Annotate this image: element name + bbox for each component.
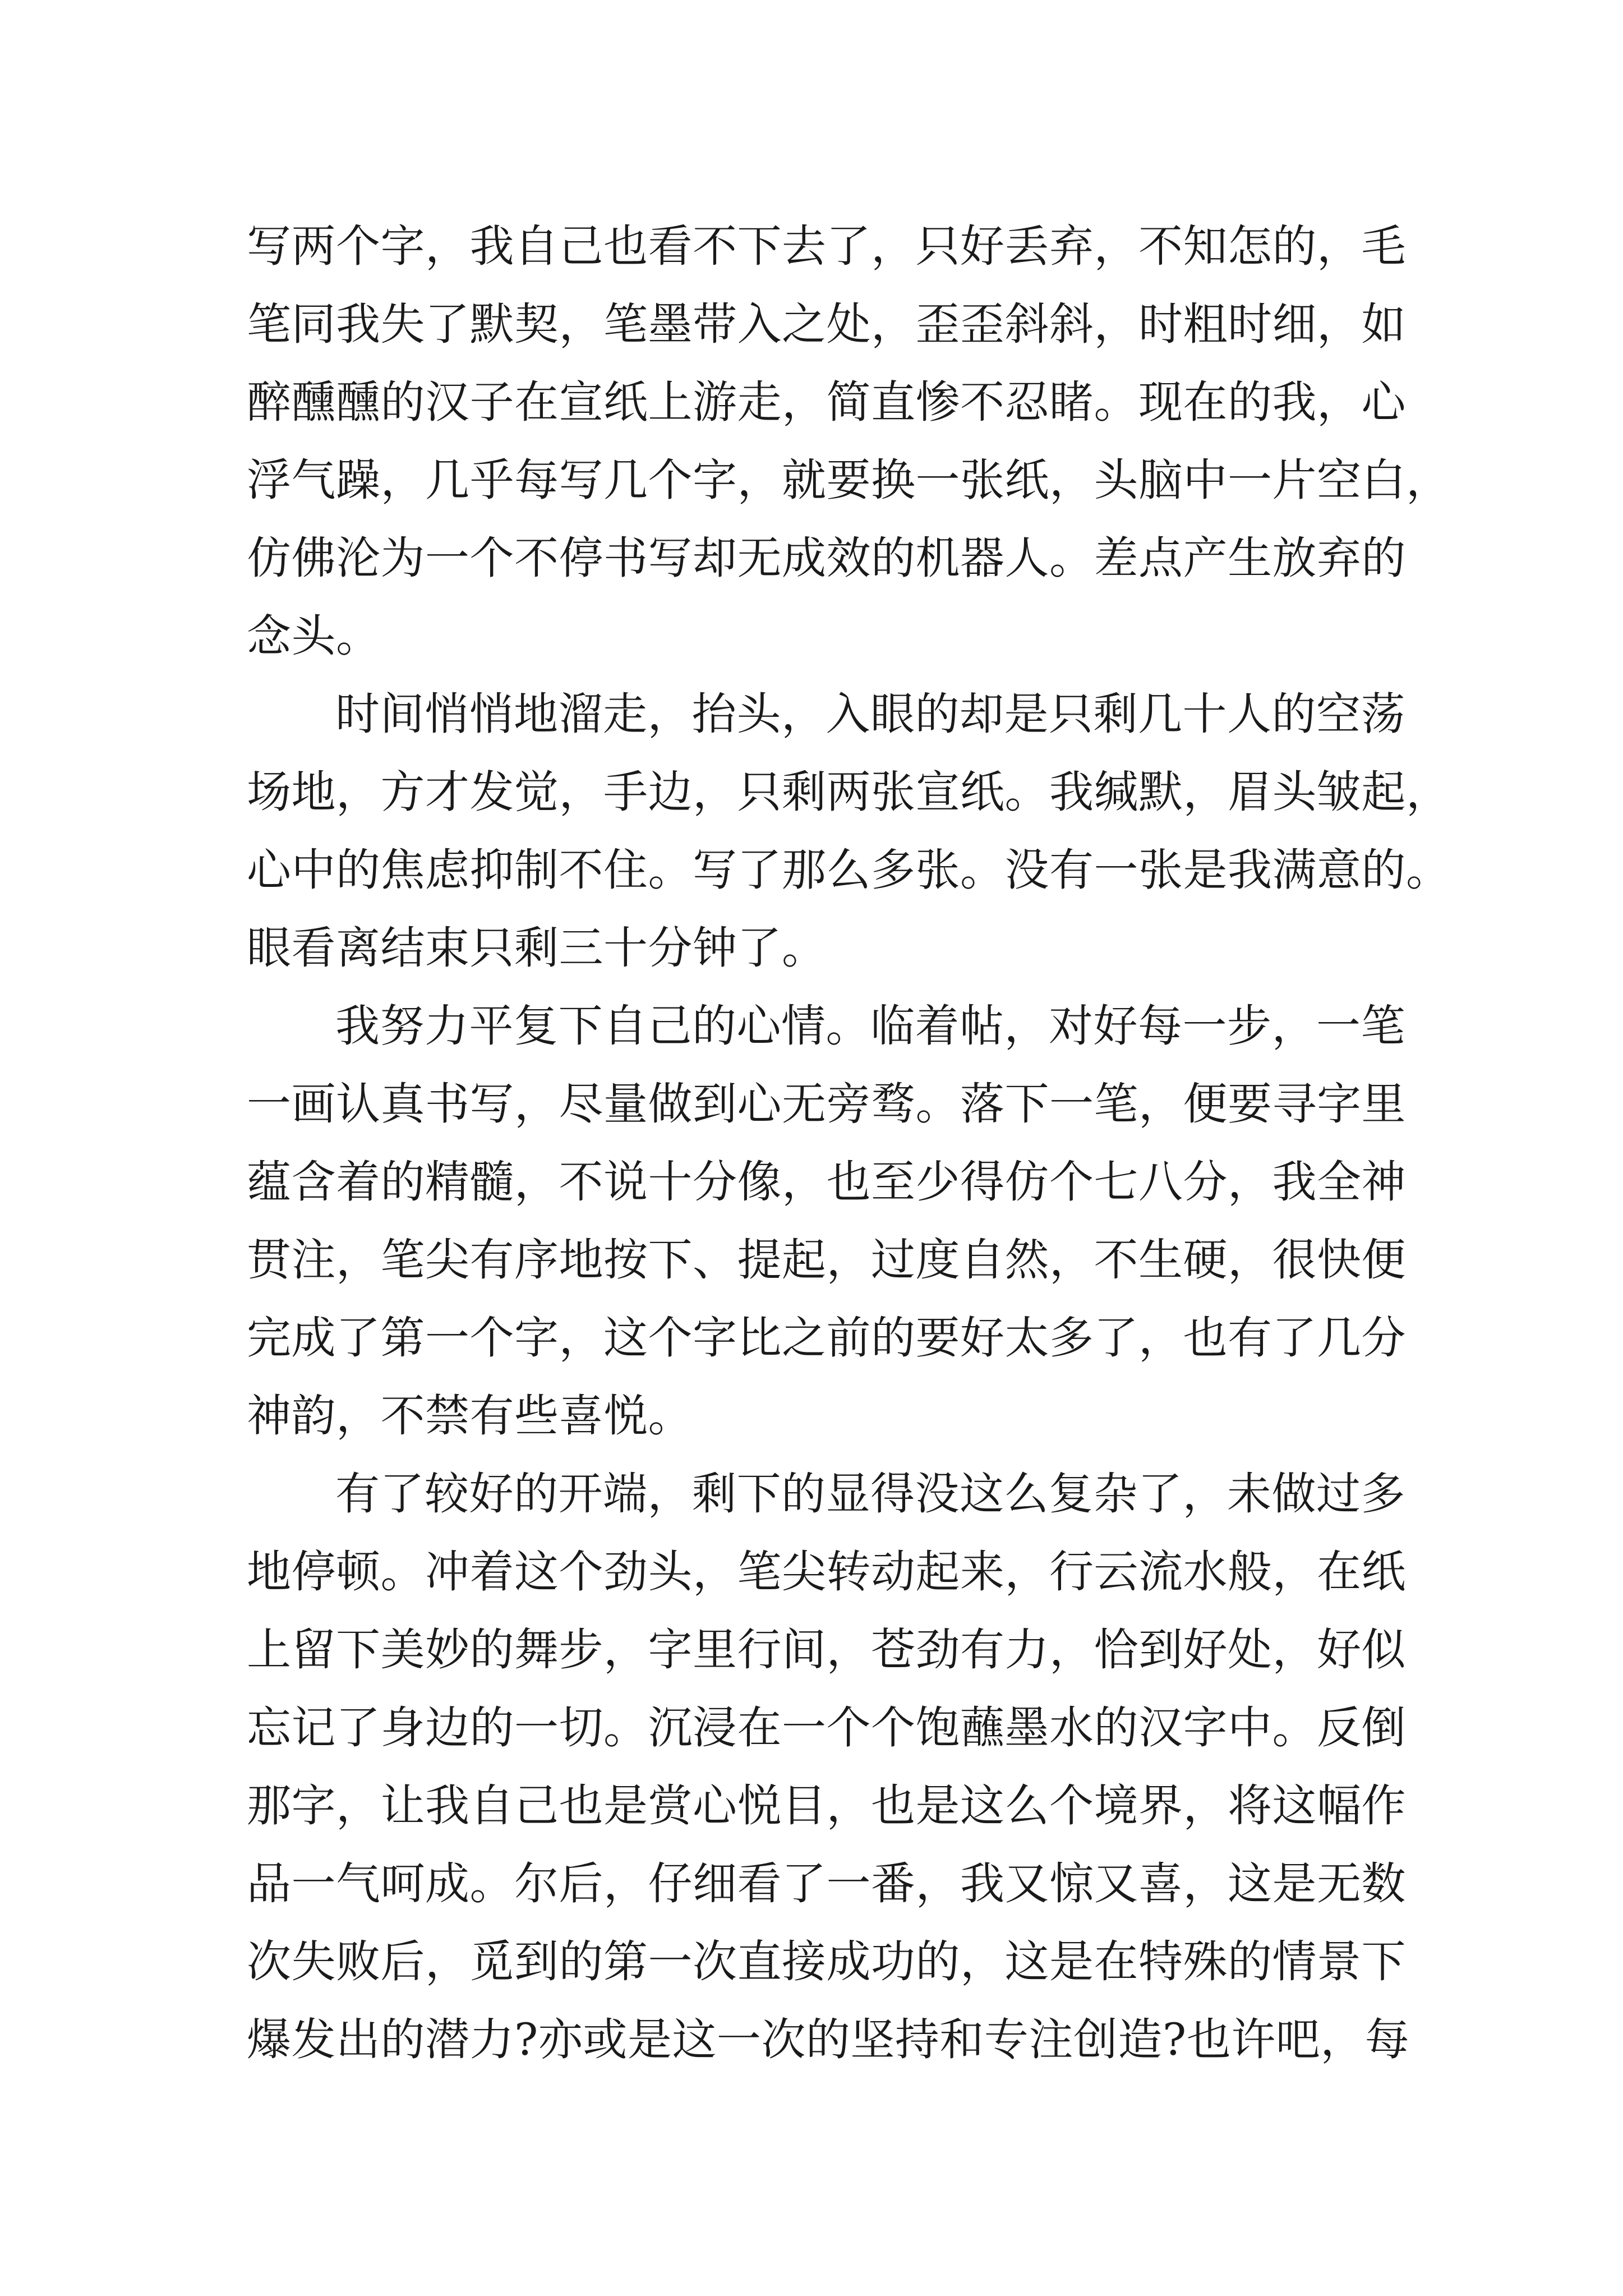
text-line: 忘记了身边的一切。沉浸在一个个饱蘸墨水的汉字中。反倒 [247,1702,1406,1754]
paragraph-3 [247,987,1406,1455]
text-line: 神韵，不禁有些喜悦。 [247,1390,693,1442]
text-line: 地停顿。冲着这个劲头，笔尖转动起来，行云流水般，在纸 [247,1546,1406,1598]
paragraph-2 [247,675,1451,987]
text-line: 浮气躁，几乎每写几个字，就要换一张纸，头脑中一片空白， [247,454,1451,506]
text-line: 心中的焦虑抑制不住。写了那么多张。没有一张是我满意的。 [247,844,1451,896]
text-line: 那字，让我自己也是赏心悦目，也是这么个境界，将这幅作 [247,1780,1406,1832]
text-line: 上留下美妙的舞步，字里行间，苍劲有力，恰到好处，好似 [247,1624,1406,1676]
text-line: 一画认真书写，尽量做到心无旁骛。落下一笔，便要寻字里 [247,1078,1406,1130]
paragraph-1 [247,208,1451,675]
text-line: 蕴含着的精髓，不说十分像，也至少得仿个七八分，我全神 [247,1156,1406,1208]
text-line: 眼看离结束只剩三十分钟了。 [247,922,827,974]
text-line: 笔同我失了默契，笔墨带入之处，歪歪斜斜，时粗时细，如 [247,298,1406,350]
text-line: 场地，方才发觉，手边，只剩两张宣纸。我缄默，眉头皱起， [247,766,1451,818]
text-line: 品一气呵成。尔后，仔细看了一番，我又惊又喜，这是无数 [247,1858,1406,1910]
text-line: 念头。 [247,610,381,662]
text-line: 写两个字，我自己也看不下去了，只好丢弃，不知怎的，毛 [247,220,1406,272]
body-text [247,208,1451,2079]
text-line: 贯注，笔尖有序地按下、提起，过度自然，不生硬，很快便 [247,1234,1406,1286]
text-line: 时间悄悄地溜走，抬头，入眼的却是只剩几十人的空荡 [335,688,1405,740]
text-line: 我努力平复下自己的心情。临着帖，对好每一步，一笔 [335,1000,1405,1052]
text-line: 醉醺醺的汉子在宣纸上游走，简直惨不忍睹。现在的我，心 [247,376,1406,428]
text-line: 完成了第一个字，这个字比之前的要好太多了，也有了几分 [247,1312,1406,1364]
text-line: 爆发出的潜力?亦或是这一次的坚持和专注创造?也许吧，每 [247,2014,1410,2065]
paragraph-4 [247,1455,1410,2079]
text-line: 有了较好的开端，剩下的显得没这么复杂了，未做过多 [335,1468,1405,1520]
text-line: 仿佛沦为一个不停书写却无成效的机器人。差点产生放弃的 [247,532,1406,584]
text-line: 次失败后，觅到的第一次直接成功的，这是在特殊的情景下 [247,1936,1406,1987]
